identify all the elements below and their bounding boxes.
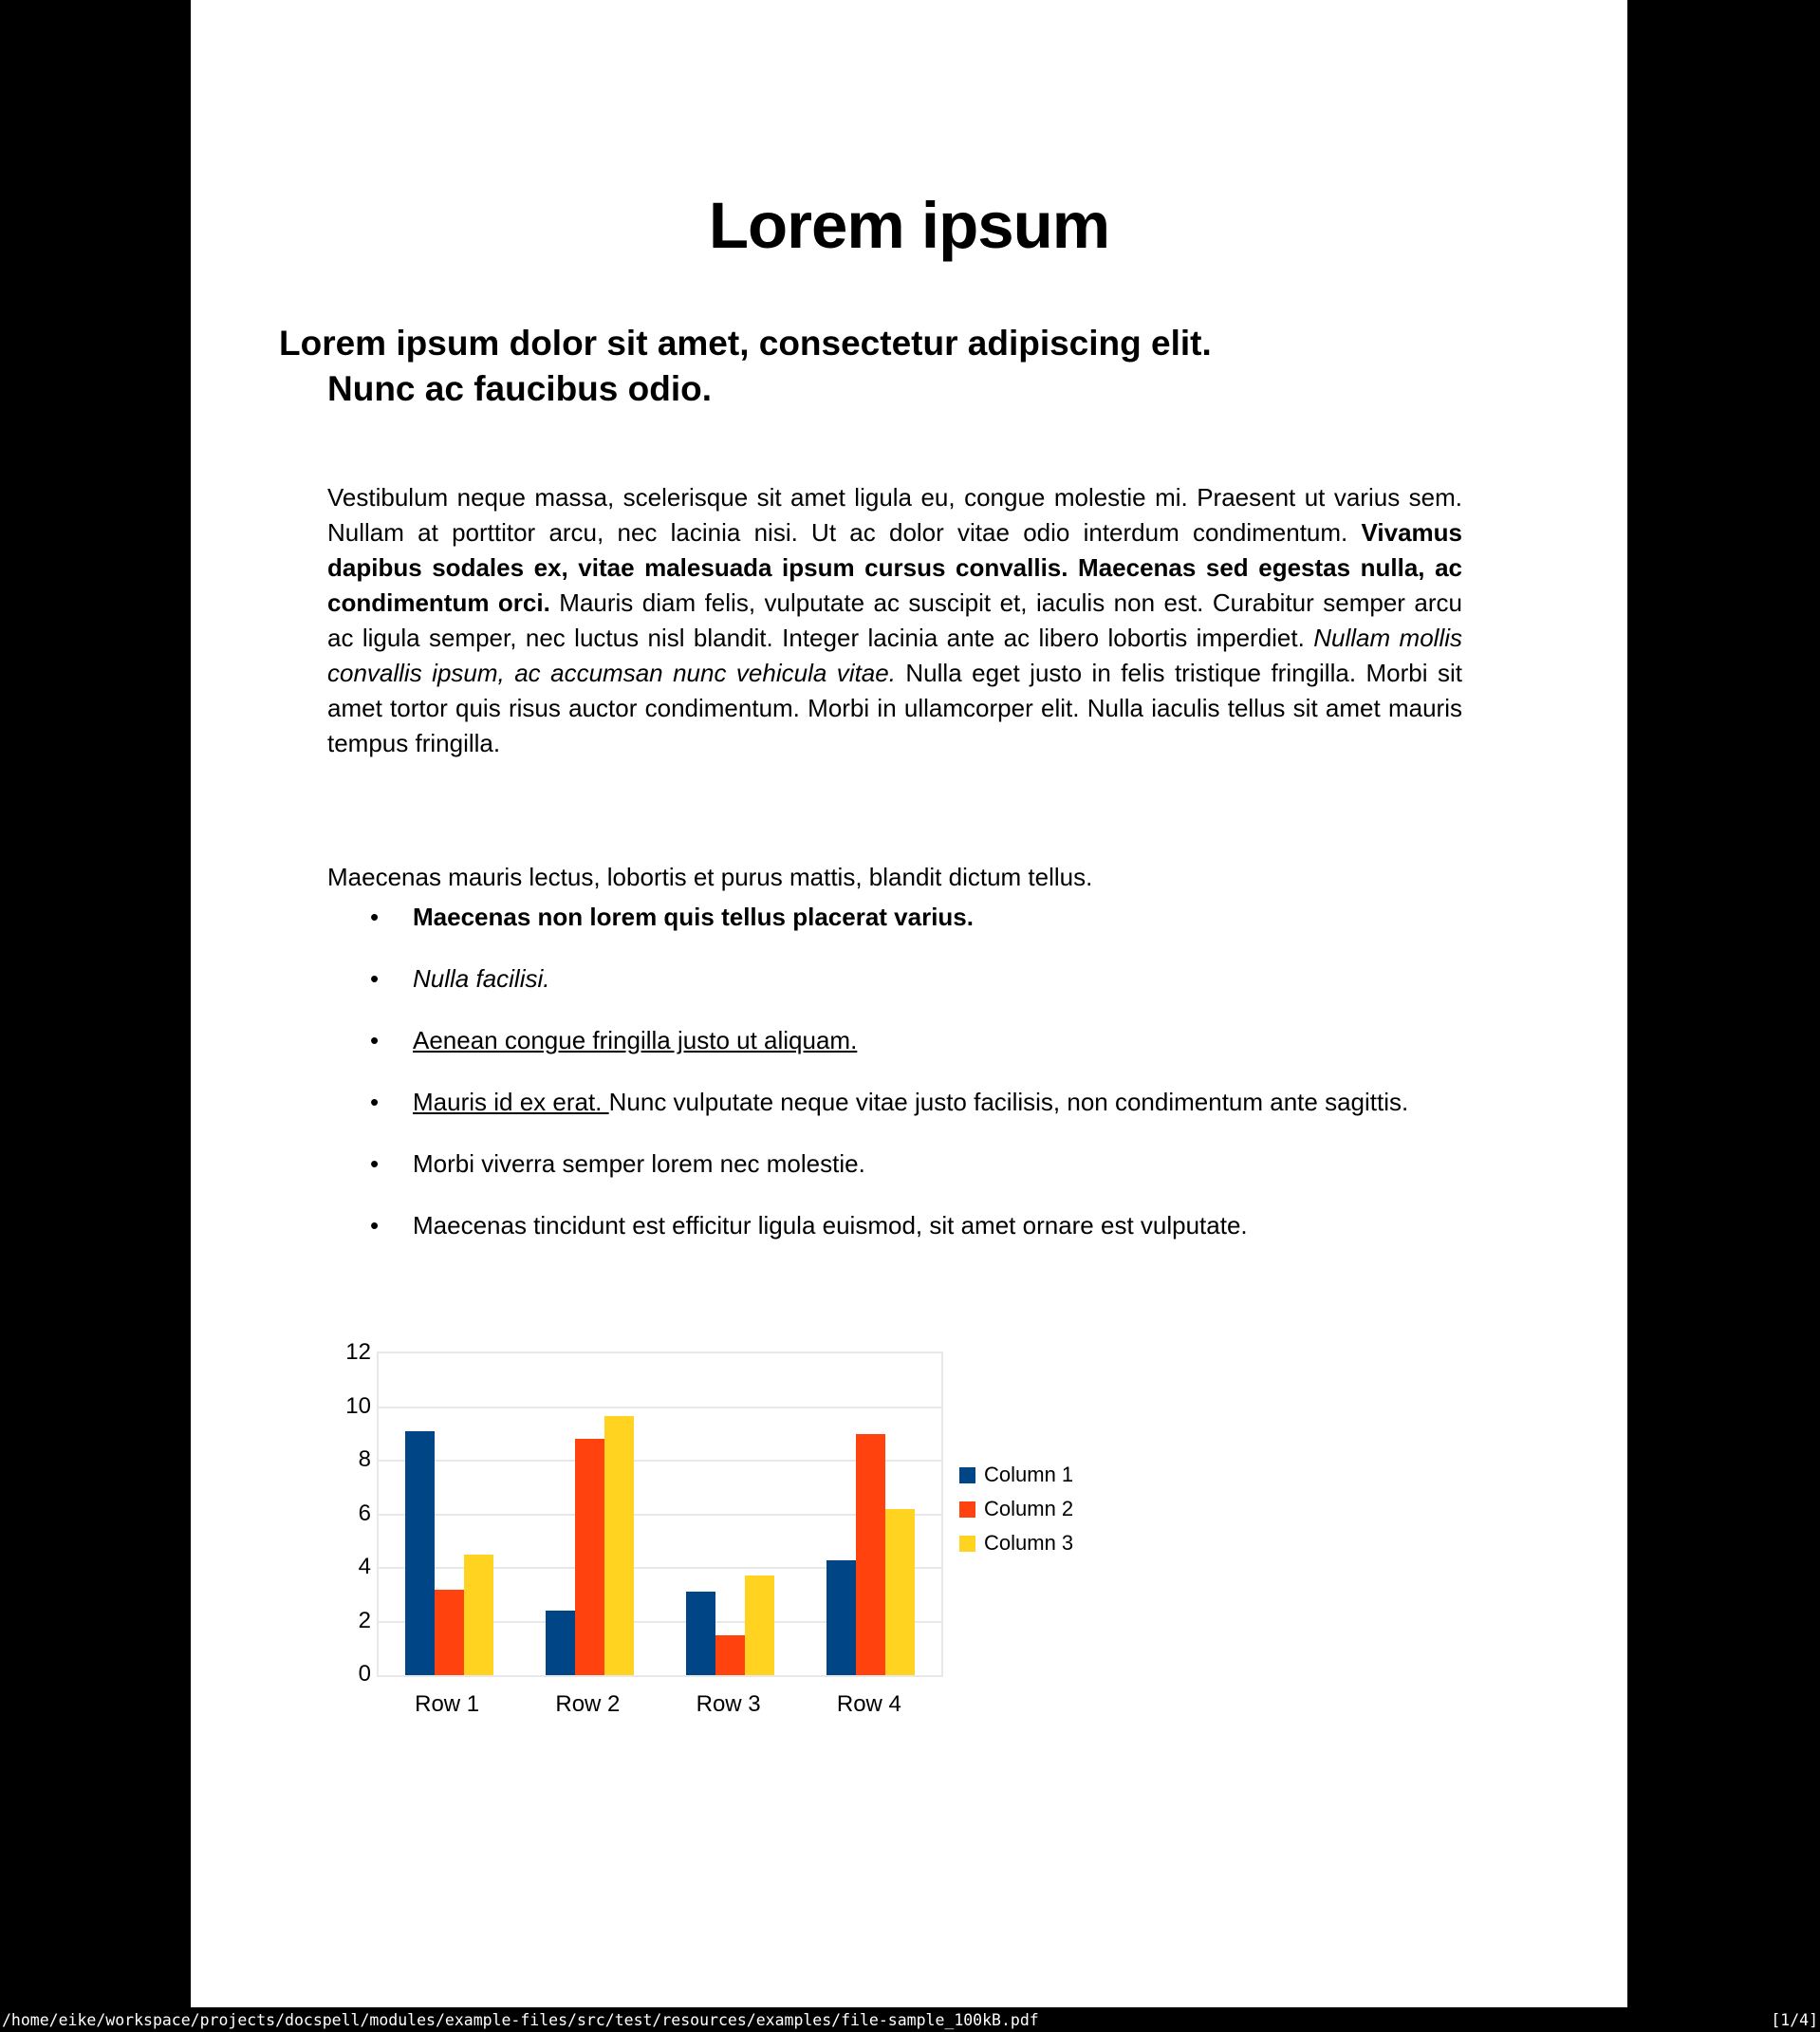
bar-column-1-row-1 [405, 1431, 435, 1675]
list-item-text [413, 903, 974, 931]
y-tick-label: 4 [358, 1554, 371, 1579]
list-item-text [413, 1026, 857, 1054]
bar-column-2-row-1 [435, 1590, 464, 1675]
legend-swatch-icon [959, 1536, 975, 1552]
section-heading-line2: Nunc ac faucibus odio. [327, 369, 712, 408]
x-category-label: Row 3 [696, 1691, 761, 1717]
list-item-text [413, 1088, 1408, 1116]
list-item-text [413, 964, 550, 993]
legend-swatch-icon [959, 1467, 975, 1483]
x-category-label: Row 2 [555, 1691, 621, 1717]
text-segment: Vivamus dapibus sodales ex, vitae malesuada ipsum cursus convallis. Maecenas sed egestas nulla, ac condimentum orci. [327, 518, 1462, 617]
bar-column-3-row-2 [604, 1416, 634, 1675]
bar-column-3-row-1 [464, 1555, 493, 1675]
text-segment: Nullam mollis convallis ipsum, ac accumsan nunc vehicula vitae. [327, 624, 1463, 687]
body-paragraph-2: Maecenas mauris lectus, lobortis et purus mattis, blandit dictum tellus. [327, 863, 1093, 891]
text-segment: Morbi viverra semper lorem nec molestie. [413, 1149, 865, 1178]
list-item-text [413, 1149, 865, 1178]
y-tick-label: 2 [358, 1607, 371, 1633]
list-item [191, 1208, 1462, 1243]
list-item [191, 1023, 1462, 1058]
chart-x-axis [377, 1690, 943, 1721]
text-segment: Mauris diam felis, vulputate ac suscipit et, iaculis non est. Curabitur semper arcu ac ligula semper, nec luctus nisl blandit. Integer lacinia ante ac libero lobortis imperdiet. [327, 588, 1462, 652]
text-segment: Nulla facilisi. [413, 964, 550, 993]
text-segment: Maecenas tincidunt est efficitur ligula euismod, sit amet ornare est vulputate. [413, 1211, 1248, 1240]
status-bar [0, 2007, 1820, 2032]
section-heading [191, 321, 1538, 412]
chart-plot-area [377, 1352, 943, 1677]
list-item [191, 1146, 1462, 1182]
page-title: Lorem ipsum [708, 189, 1110, 262]
text-segment: Aenean congue fringilla justo ut aliquam. [413, 1026, 858, 1054]
bullet-marker-icon: • [370, 1149, 380, 1178]
legend-item [959, 1526, 1073, 1560]
bar-column-3-row-4 [885, 1509, 915, 1675]
list-item-text [413, 1211, 1248, 1240]
bar-column-2-row-2 [575, 1439, 604, 1675]
chart-legend [959, 1458, 1073, 1560]
list-item [191, 961, 1462, 997]
text-segment: Mauris id ex erat. [413, 1088, 609, 1116]
bar-chart [191, 1319, 1627, 1727]
bullet-marker-icon: • [370, 903, 380, 931]
bar-column-2-row-4 [856, 1434, 885, 1675]
legend-label: Column 3 [984, 1531, 1074, 1555]
bullet-marker-icon: • [370, 1088, 380, 1116]
legend-item [959, 1458, 1073, 1492]
bullet-list [191, 900, 1462, 1270]
bar-column-1-row-3 [686, 1592, 715, 1675]
status-bar-file-path: /home/eike/workspace/projects/docspell/modules/example-files/src/test/resources/examples/file-sample_100kB.pdf [2, 2010, 1039, 2029]
list-item [191, 1085, 1462, 1120]
y-tick-label: 8 [358, 1446, 371, 1472]
legend-label: Column 1 [984, 1463, 1074, 1486]
bar-column-1-row-2 [546, 1611, 575, 1675]
x-category-label: Row 4 [836, 1691, 901, 1717]
text-segment: Vestibulum neque massa, scelerisque sit amet ligula eu, congue molestie mi. Praesent ut varius sem. Nullam at porttitor arcu, nec lacinia nisi. Ut ac dolor vitae odio interdum condimentum. [327, 483, 1462, 547]
bullet-marker-icon: • [370, 964, 380, 993]
bullet-marker-icon: • [370, 1211, 380, 1240]
document-page [191, 0, 1627, 2007]
x-category-label: Row 1 [415, 1691, 480, 1717]
bar-column-3-row-3 [745, 1575, 774, 1675]
y-tick-label: 6 [358, 1500, 371, 1526]
text-segment: Nunc vulputate neque vitae justo facilisis, non condimentum ante sagittis. [608, 1088, 1409, 1116]
bar-column-1-row-4 [826, 1560, 856, 1675]
list-item [191, 900, 1462, 935]
legend-item [959, 1492, 1073, 1526]
text-segment: Nulla eget justo in felis tristique fringilla. Morbi sit amet tortor quis risus auctor condimentum. Morbi in ullamcorper elit. Nulla iaculis tellus sit amet mauris tempus fringilla. [327, 659, 1462, 757]
body-paragraph-1 [327, 480, 1462, 761]
text-segment: Maecenas non lorem quis tellus placerat varius. [413, 903, 974, 931]
y-tick-label: 12 [345, 1339, 371, 1365]
section-heading-line1: Lorem ipsum dolor sit amet, consectetur adipiscing elit. [279, 324, 1212, 363]
legend-label: Column 2 [984, 1497, 1074, 1520]
chart-y-axis [191, 1339, 371, 1687]
y-tick-label: 0 [358, 1661, 371, 1687]
bullet-marker-icon: • [370, 1026, 380, 1054]
legend-swatch-icon [959, 1501, 975, 1518]
y-tick-label: 10 [345, 1392, 371, 1419]
status-bar-page-indicator: [1/4] [1771, 2010, 1818, 2029]
gridline [379, 1407, 941, 1408]
bar-column-2-row-3 [715, 1635, 745, 1675]
